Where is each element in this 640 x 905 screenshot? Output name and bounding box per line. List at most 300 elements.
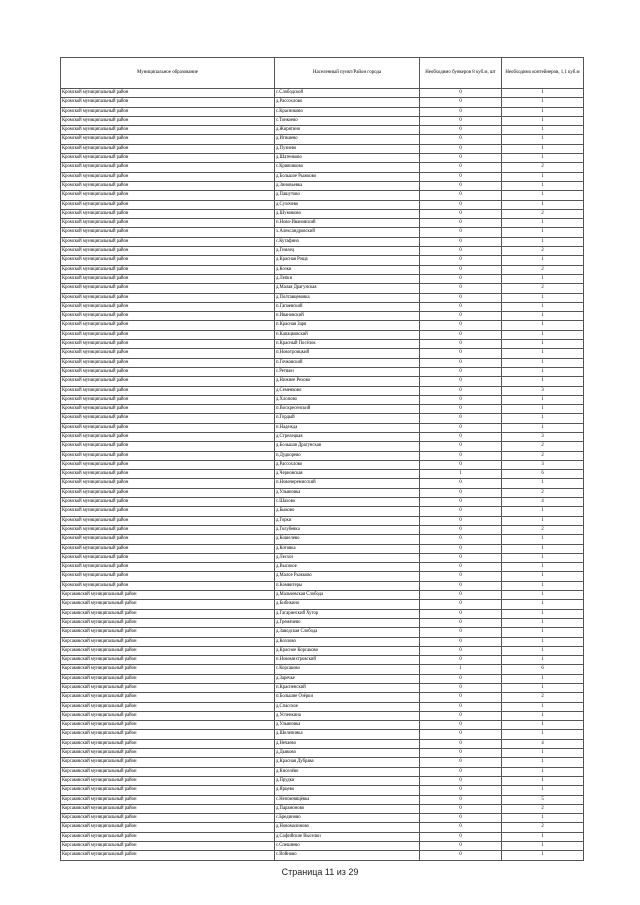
containers-count-cell: 1 [502, 563, 584, 572]
municipality-cell: Корсаковский муниципальный район [61, 851, 275, 860]
municipality-cell: Корсаковский муниципальный район [61, 646, 275, 655]
table-row [61, 814, 584, 823]
municipality-cell: Кромской муниципальный район [61, 200, 275, 209]
municipality-cell: Корсаковский муниципальный район [61, 674, 275, 683]
settlement-cell: п.Капацковский [275, 330, 420, 339]
settlement-cell: д.Нижнее Рехово [275, 377, 420, 386]
table-row [61, 553, 584, 562]
table-row [61, 823, 584, 832]
settlement-cell: д.Голубевка [275, 525, 420, 534]
bunkers-count-cell: 0 [420, 181, 502, 190]
settlement-cell: д.Киселёво [275, 767, 420, 776]
table-row [61, 609, 584, 618]
containers-count-cell: 1 [502, 832, 584, 841]
bunkers-count-cell: 0 [420, 693, 502, 702]
waste-container-table [60, 57, 584, 861]
containers-count-cell: 2 [502, 284, 584, 293]
containers-count-cell: 1 [502, 786, 584, 795]
table-row [61, 776, 584, 785]
bunkers-count-cell: 0 [420, 228, 502, 237]
containers-count-cell: 1 [502, 89, 584, 98]
bunkers-count-cell: 0 [420, 563, 502, 572]
settlement-cell: д.Котовка [275, 544, 420, 553]
bunkers-count-cell: 0 [420, 191, 502, 200]
table-row [61, 274, 584, 283]
table-row [61, 302, 584, 311]
municipality-cell: Кромской муниципальный район [61, 321, 275, 330]
table-row [61, 498, 584, 507]
settlement-cell: п.Большие Озёрки [275, 693, 420, 702]
bunkers-count-cell: 0 [420, 256, 502, 265]
containers-count-cell: 1 [502, 414, 584, 423]
table-row [61, 330, 584, 339]
containers-count-cell: 1 [502, 358, 584, 367]
bunkers-count-cell: 0 [420, 423, 502, 432]
settlement-cell: д.Черновская [275, 470, 420, 479]
settlement-cell: д.Пашутово [275, 191, 420, 200]
containers-count-cell: 1 [502, 702, 584, 711]
table-row [61, 367, 584, 376]
settlement-cell: п.Красная Заря [275, 321, 420, 330]
municipality-cell: Корсаковский муниципальный район [61, 758, 275, 767]
bunkers-count-cell: 0 [420, 89, 502, 98]
table-row [61, 116, 584, 125]
table-row [61, 656, 584, 665]
bunkers-count-cell: 0 [420, 730, 502, 739]
bunkers-count-cell: 0 [420, 628, 502, 637]
bunkers-count-cell: 0 [420, 265, 502, 274]
bunkers-count-cell: 0 [420, 116, 502, 125]
table-row [61, 405, 584, 414]
table-row [61, 804, 584, 813]
settlement-cell: п.Красненский [275, 684, 420, 693]
bunkers-count-cell: 0 [420, 172, 502, 181]
table-row [61, 479, 584, 488]
table-row [61, 395, 584, 404]
settlement-cell: д.Высокое [275, 563, 420, 572]
bunkers-count-cell: 0 [420, 237, 502, 246]
bunkers-count-cell: 0 [420, 553, 502, 562]
municipality-cell: Кромской муниципальный район [61, 237, 275, 246]
table-row [61, 749, 584, 758]
containers-count-cell: 2 [502, 525, 584, 534]
municipality-cell: Кромской муниципальный район [61, 98, 275, 107]
settlement-cell: п.Дудкорево [275, 451, 420, 460]
bunkers-count-cell: 0 [420, 126, 502, 135]
containers-count-cell: 1 [502, 181, 584, 190]
municipality-cell: Кромской муниципальный район [61, 525, 275, 534]
municipality-cell: Кромской муниципальный район [61, 563, 275, 572]
containers-count-cell: 1 [502, 256, 584, 265]
municipality-cell: Корсаковский муниципальный район [61, 591, 275, 600]
municipality-cell: Кромской муниципальный район [61, 256, 275, 265]
municipality-cell: Кромской муниципальный район [61, 516, 275, 525]
settlement-cell: д.Красное Корсаково [275, 646, 420, 655]
table-row [61, 284, 584, 293]
containers-count-cell: 3 [502, 432, 584, 441]
header-settlement: Населенный пункт/Район города [275, 58, 420, 89]
table-row [61, 181, 584, 190]
municipality-cell: Корсаковский муниципальный район [61, 730, 275, 739]
bunkers-count-cell: 0 [420, 758, 502, 767]
containers-count-cell: 1 [502, 628, 584, 637]
settlement-cell: д.Прудки [275, 776, 420, 785]
settlement-cell: п.Ново-Ивановский [275, 219, 420, 228]
table-row [61, 516, 584, 525]
settlement-cell: д.Лесхоз [275, 553, 420, 562]
bunkers-count-cell: 0 [420, 107, 502, 116]
bunkers-count-cell: 0 [420, 721, 502, 730]
table-row [61, 377, 584, 386]
municipality-cell: Кромской муниципальный район [61, 209, 275, 218]
municipality-cell: Корсаковский муниципальный район [61, 721, 275, 730]
table-row [61, 340, 584, 349]
bunkers-count-cell: 0 [420, 739, 502, 748]
municipality-cell: Кромской муниципальный район [61, 293, 275, 302]
bunkers-count-cell: 0 [420, 154, 502, 163]
settlement-cell: п.Комвитеры [275, 581, 420, 590]
municipality-cell: Кромской муниципальный район [61, 553, 275, 562]
table-row [61, 591, 584, 600]
settlement-cell: с.Ретяжи [275, 367, 420, 376]
bunkers-count-cell: 0 [420, 274, 502, 283]
table-row [61, 293, 584, 302]
settlement-cell: д.Гремячево [275, 618, 420, 627]
table-body [61, 89, 584, 861]
table-row [61, 423, 584, 432]
bunkers-count-cell: 0 [420, 414, 502, 423]
settlement-cell: п.Новотроицкий [275, 349, 420, 358]
municipality-cell: Кромской муниципальный район [61, 507, 275, 516]
table-row [61, 154, 584, 163]
table-row [61, 172, 584, 181]
bunkers-count-cell: 0 [420, 767, 502, 776]
table-row [61, 460, 584, 469]
settlement-cell: х.Александровский [275, 228, 420, 237]
bunkers-count-cell: 0 [420, 330, 502, 339]
settlement-cell: п.Надежда [275, 423, 420, 432]
containers-count-cell: 1 [502, 776, 584, 785]
settlement-cell: с.Красниково [275, 107, 420, 116]
containers-count-cell: 1 [502, 516, 584, 525]
containers-count-cell: 1 [502, 367, 584, 376]
municipality-cell: Кромской муниципальный район [61, 488, 275, 497]
containers-count-cell: 1 [502, 749, 584, 758]
containers-count-cell: 1 [502, 581, 584, 590]
bunkers-count-cell: 0 [420, 340, 502, 349]
containers-count-cell: 1 [502, 98, 584, 107]
settlement-cell: д.Дьяково [275, 749, 420, 758]
municipality-cell: Кромской муниципальный район [61, 135, 275, 144]
containers-count-cell: 1 [502, 711, 584, 720]
bunkers-count-cell: 0 [420, 507, 502, 516]
bunkers-count-cell: 0 [420, 516, 502, 525]
containers-count-cell: 1 [502, 135, 584, 144]
containers-count-cell: 2 [502, 488, 584, 497]
containers-count-cell: 1 [502, 646, 584, 655]
municipality-cell: Корсаковский муниципальный район [61, 739, 275, 748]
bunkers-count-cell: 0 [420, 358, 502, 367]
municipality-cell: Кромской муниципальный район [61, 312, 275, 321]
settlement-cell: д.Шелепинка [275, 730, 420, 739]
bunkers-count-cell: 1 [420, 665, 502, 674]
settlement-cell: п.Новочеремисский [275, 479, 420, 488]
bunkers-count-cell: 0 [420, 535, 502, 544]
bunkers-count-cell: 0 [420, 786, 502, 795]
table-row [61, 711, 584, 720]
settlement-cell: д.Шумиково [275, 209, 420, 218]
table-row [61, 684, 584, 693]
containers-count-cell: 2 [502, 442, 584, 451]
table-row [61, 107, 584, 116]
header-containers: Необходимо контейнеров, 1,1 куб.м [502, 58, 584, 89]
municipality-cell: Кромской муниципальный район [61, 191, 275, 200]
table-row [61, 665, 584, 674]
table-row [61, 851, 584, 860]
settlement-cell: д.Хлопово [275, 395, 420, 404]
municipality-cell: Кромской муниципальный район [61, 163, 275, 172]
municipality-cell: Кромской муниципальный район [61, 395, 275, 404]
containers-count-cell: 1 [502, 116, 584, 125]
municipality-cell: Корсаковский муниципальный район [61, 842, 275, 851]
table-row [61, 544, 584, 553]
containers-count-cell: 3 [502, 386, 584, 395]
settlement-cell: с.Корсаково [275, 665, 420, 674]
table-row [61, 135, 584, 144]
settlement-cell: д.Быково [275, 507, 420, 516]
table-row [61, 349, 584, 358]
containers-count-cell: 1 [502, 730, 584, 739]
table-row [61, 144, 584, 153]
municipality-cell: Кромской муниципальный район [61, 581, 275, 590]
bunkers-count-cell: 0 [420, 349, 502, 358]
bunkers-count-cell: 0 [420, 451, 502, 460]
bunkers-count-cell: 0 [420, 618, 502, 627]
bunkers-count-cell: 0 [420, 832, 502, 841]
table-row [61, 228, 584, 237]
table-row [61, 758, 584, 767]
table-row [61, 98, 584, 107]
settlement-cell: д.Зиновьевка [275, 181, 420, 190]
bunkers-count-cell: 0 [420, 591, 502, 600]
bunkers-count-cell: 0 [420, 209, 502, 218]
municipality-cell: Корсаковский муниципальный район [61, 618, 275, 627]
bunkers-count-cell: 0 [420, 367, 502, 376]
containers-count-cell: 1 [502, 842, 584, 851]
bunkers-count-cell: 0 [420, 572, 502, 581]
bunkers-count-cell: 0 [420, 247, 502, 256]
municipality-cell: Кромской муниципальный район [61, 432, 275, 441]
municipality-cell: Корсаковский муниципальный район [61, 684, 275, 693]
settlement-cell: д.Козки [275, 265, 420, 274]
bunkers-count-cell: 0 [420, 842, 502, 851]
bunkers-count-cell: 0 [420, 823, 502, 832]
containers-count-cell: 2 [502, 163, 584, 172]
bunkers-count-cell: 1 [420, 470, 502, 479]
page-number: Страница 11 из 29 [281, 867, 359, 877]
bunkers-count-cell: 0 [420, 432, 502, 441]
municipality-cell: Кромской муниципальный район [61, 349, 275, 358]
municipality-cell: Кромской муниципальный район [61, 451, 275, 460]
table-row [61, 414, 584, 423]
municipality-cell: Кромской муниципальный район [61, 340, 275, 349]
bunkers-count-cell: 0 [420, 804, 502, 813]
containers-count-cell: 1 [502, 814, 584, 823]
containers-count-cell: 6 [502, 470, 584, 479]
settlement-cell: д.Жирятино [275, 126, 420, 135]
municipality-cell: Кромской муниципальный район [61, 442, 275, 451]
table-row [61, 321, 584, 330]
containers-count-cell: 1 [502, 340, 584, 349]
municipality-cell: Корсаковский муниципальный район [61, 749, 275, 758]
containers-count-cell: 1 [502, 544, 584, 553]
containers-count-cell: 1 [502, 144, 584, 153]
bunkers-count-cell: 0 [420, 525, 502, 534]
municipality-cell: Кромской муниципальный район [61, 367, 275, 376]
municipality-cell: Кромской муниципальный район [61, 154, 275, 163]
containers-count-cell: 4 [502, 739, 584, 748]
settlement-cell: д.Ульяновка [275, 488, 420, 497]
containers-count-cell: 1 [502, 507, 584, 516]
table-row [61, 386, 584, 395]
containers-count-cell: 2 [502, 265, 584, 274]
bunkers-count-cell: 0 [420, 200, 502, 209]
municipality-cell: Кромской муниципальный район [61, 228, 275, 237]
containers-count-cell: 1 [502, 172, 584, 181]
settlement-cell: д.Семенково [275, 386, 420, 395]
municipality-cell: Кромской муниципальный район [61, 302, 275, 311]
containers-count-cell: 1 [502, 637, 584, 646]
bunkers-count-cell: 0 [420, 219, 502, 228]
containers-count-cell: 1 [502, 274, 584, 283]
header-municipality: Муниципальное образование [61, 58, 275, 89]
bunkers-count-cell: 0 [420, 711, 502, 720]
settlement-cell: д.Заречье [275, 674, 420, 683]
table-row [61, 89, 584, 98]
containers-count-cell: 2 [502, 804, 584, 813]
settlement-cell: д.Ярцево [275, 786, 420, 795]
bunkers-count-cell: 0 [420, 656, 502, 665]
settlement-cell: д.Стрелецкая [275, 432, 420, 441]
bunkers-count-cell: 0 [420, 674, 502, 683]
settlement-cell: д.Гнилец [275, 247, 420, 256]
containers-count-cell: 1 [502, 656, 584, 665]
municipality-cell: Корсаковский муниципальный район [61, 628, 275, 637]
containers-count-cell: 1 [502, 851, 584, 860]
settlement-cell: п.Воскресенский [275, 405, 420, 414]
settlement-cell: д.Гагаринский Хутор [275, 609, 420, 618]
municipality-cell: Корсаковский муниципальный район [61, 776, 275, 785]
municipality-cell: Корсаковский муниципальный район [61, 711, 275, 720]
bunkers-count-cell: 0 [420, 98, 502, 107]
containers-count-cell: 1 [502, 674, 584, 683]
settlement-cell: д.Малая Драгунская [275, 284, 420, 293]
containers-count-cell: 1 [502, 684, 584, 693]
containers-count-cell: 5 [502, 795, 584, 804]
bunkers-count-cell: 0 [420, 302, 502, 311]
settlement-cell: д.Красная Дубрава [275, 758, 420, 767]
settlement-cell: д.Малое Рыжково [275, 572, 420, 581]
containers-count-cell: 1 [502, 237, 584, 246]
table-row [61, 525, 584, 534]
table-row [61, 358, 584, 367]
table-row [61, 247, 584, 256]
municipality-cell: Кромской муниципальный район [61, 460, 275, 469]
table-row [61, 163, 584, 172]
containers-count-cell: 1 [502, 395, 584, 404]
containers-count-cell: 1 [502, 479, 584, 488]
bunkers-count-cell: 0 [420, 163, 502, 172]
containers-count-cell: 1 [502, 321, 584, 330]
header-bunkers: Необходимо бункеров 8 куб.м, шт [420, 58, 502, 89]
containers-count-cell: 1 [502, 312, 584, 321]
bunkers-count-cell: 0 [420, 386, 502, 395]
containers-count-cell: 1 [502, 219, 584, 228]
municipality-cell: Корсаковский муниципальный район [61, 665, 275, 674]
municipality-cell: Кромской муниципальный район [61, 107, 275, 116]
table-row [61, 581, 584, 590]
municipality-cell: Кромской муниципальный район [61, 358, 275, 367]
containers-count-cell: 1 [502, 154, 584, 163]
containers-count-cell: 1 [502, 572, 584, 581]
municipality-cell: Кромской муниципальный район [61, 181, 275, 190]
settlement-cell: д.Шатенково [275, 154, 420, 163]
municipality-cell: Кромской муниципальный район [61, 423, 275, 432]
bunkers-count-cell: 0 [420, 460, 502, 469]
table-row [61, 739, 584, 748]
settlement-cell: д.Рассохлово [275, 460, 420, 469]
bunkers-count-cell: 0 [420, 749, 502, 758]
containers-count-cell: 1 [502, 200, 584, 209]
table-row [61, 219, 584, 228]
municipality-cell: Кромской муниципальный район [61, 265, 275, 274]
table-row [61, 535, 584, 544]
table-row [61, 237, 584, 246]
table-row [61, 563, 584, 572]
settlement-cell: с.Кутафино [275, 237, 420, 246]
municipality-cell: Кромской муниципальный район [61, 544, 275, 553]
settlement-cell: д.Спасское [275, 702, 420, 711]
settlement-cell: д.Нечаево [275, 739, 420, 748]
municipality-cell: Кромской муниципальный район [61, 330, 275, 339]
municipality-cell: Кромской муниципальный район [61, 219, 275, 228]
municipality-cell: Корсаковский муниципальный район [61, 832, 275, 841]
settlement-cell: д.Пузиево [275, 144, 420, 153]
table-row [61, 256, 584, 265]
containers-count-cell: 4 [502, 498, 584, 507]
settlement-cell: д.Полтавцевовка [275, 293, 420, 302]
containers-count-cell: 1 [502, 609, 584, 618]
municipality-cell: Кромской муниципальный район [61, 386, 275, 395]
containers-count-cell: 1 [502, 107, 584, 116]
municipality-cell: Корсаковский муниципальный район [61, 814, 275, 823]
municipality-cell: Кромской муниципальный район [61, 89, 275, 98]
municipality-cell: Кромской муниципальный район [61, 144, 275, 153]
bunkers-count-cell: 0 [420, 144, 502, 153]
municipality-cell: Корсаковский муниципальный район [61, 637, 275, 646]
containers-count-cell: 1 [502, 293, 584, 302]
settlement-cell: п.Гапаевский [275, 302, 420, 311]
settlement-cell: д.Большое Рыжково [275, 172, 420, 181]
bunkers-count-cell: 0 [420, 395, 502, 404]
settlement-cell: д.Софийские Выселки [275, 832, 420, 841]
municipality-cell: Кромской муниципальный район [61, 535, 275, 544]
municipality-cell: Корсаковский муниципальный район [61, 767, 275, 776]
settlement-cell: с.Тонкоево [275, 116, 420, 125]
municipality-cell: Корсаковский муниципальный район [61, 600, 275, 609]
containers-count-cell: 1 [502, 758, 584, 767]
containers-count-cell: 2 [502, 451, 584, 460]
